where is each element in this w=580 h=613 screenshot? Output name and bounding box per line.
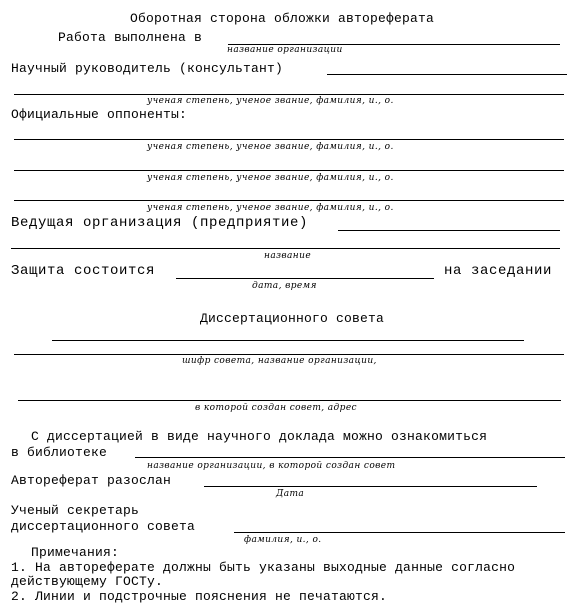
leading-org-line-1[interactable] [338,230,560,231]
council-caption-1: шифр совета, название организации, [182,356,377,366]
secretary-caption: фамилия, и., о. [244,535,322,545]
library-line-2: в библиотеке [11,445,108,460]
council-line-1[interactable] [52,340,524,341]
secretary-line[interactable] [234,532,565,533]
defense-label-end: на заседании [444,263,553,279]
sent-caption: Дата [276,489,305,499]
note-item-1-cont: действующему ГОСТу. [11,574,164,589]
opponent-line-2[interactable] [14,170,564,171]
council-caption-2: в которой создан совет, адрес [195,403,357,413]
note-item-2: 2. Линии и подстрочные пояснения не печатаются. [11,589,388,604]
supervisor-line-2[interactable] [14,94,564,95]
leading-org-label: Ведущая организация (предприятие) [11,215,309,231]
leading-org-caption: название [264,251,312,261]
defense-label: Защита состоится [11,263,156,279]
council-line-2[interactable] [14,354,564,355]
sent-date-line[interactable] [204,486,537,487]
opponent-line-3[interactable] [14,200,564,201]
work-done-label: Работа выполнена в [58,30,203,45]
supervisor-caption: ученая степень, ученое звание, фамилия, и., о. [147,96,394,106]
secretary-line-1: Ученый секретарь [11,503,140,518]
library-caption: название организации, в которой создан совет [147,461,396,471]
work-done-caption: название организации [227,45,343,55]
opponents-label: Официальные оппоненты: [11,107,188,122]
leading-org-line-2[interactable] [11,248,560,249]
opponent-line-1[interactable] [14,139,564,140]
opponent-caption-2: ученая степень, ученое звание, фамилия, и., о. [147,173,394,183]
opponent-caption-1: ученая степень, ученое звание, фамилия, и., о. [147,142,394,152]
defense-date-line[interactable] [176,278,434,279]
opponent-caption-3: ученая степень, ученое звание, фамилия, и., о. [147,203,394,213]
library-line-1: С диссертацией в виде научного доклада можно ознакомиться [31,429,488,444]
council-line-3[interactable] [18,400,561,401]
sent-label: Автореферат разослан [11,473,172,488]
supervisor-label: Научный руководитель (консультант) [11,61,284,76]
note-item-1: 1. На автореферате должны быть указаны выходные данные согласно [11,560,516,575]
defense-caption: дата, время [252,281,317,291]
supervisor-line-1[interactable] [327,74,567,75]
council-label: Диссертационного совета [200,311,385,326]
page-title: Оборотная сторона обложки автореферата [130,11,435,26]
library-line[interactable] [135,457,565,458]
secretary-line-2: диссертационного совета [11,519,196,534]
notes-heading: Примечания: [31,545,120,560]
